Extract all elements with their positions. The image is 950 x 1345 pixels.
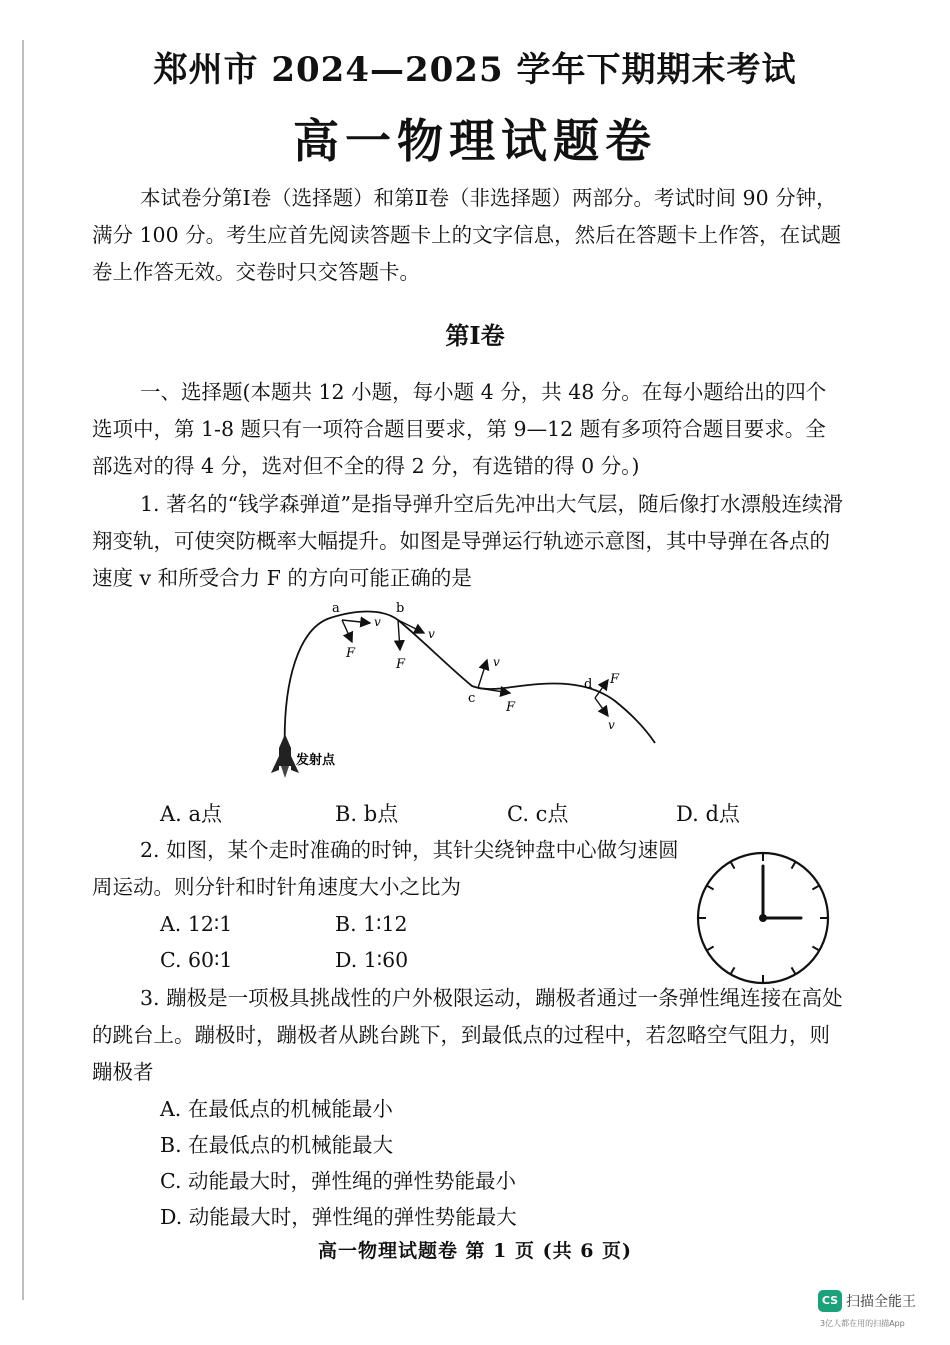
a-v-label: v — [374, 615, 381, 629]
q1-option-d: D. d点 — [676, 802, 740, 826]
paper-title: 高一物理试题卷 — [293, 114, 657, 168]
q1-option-b: B. b点 — [335, 802, 399, 826]
q1-option-c: C. c点 — [507, 802, 569, 826]
b-v-label: v — [428, 627, 435, 641]
trajectory-curve — [285, 612, 655, 757]
missile-trajectory-figure — [250, 598, 670, 793]
c-velocity-arrow — [478, 660, 487, 688]
exam-instructions: 本试卷分第Ⅰ卷（选择题）和第Ⅱ卷（非选择题）两部分。考试时间 90 分钟，满分 100 分。考生应首先阅读答题卡上的文字信息，然后在答题卡上作答，在试题卷上作答无效。交卷时只交答题卡。 — [92, 186, 842, 284]
a-force-arrow — [342, 620, 352, 642]
d-v-label: v — [608, 718, 615, 732]
question-2-stem: 2. 如图，某个走时准确的时钟，其针尖绕钟盘中心做匀速圆周运动。则分针和时针角速度大小之比为 — [92, 838, 679, 899]
point-d-label: d — [584, 677, 593, 692]
q2-option-b: B. 1∶12 — [335, 912, 408, 936]
question-3-stem: 3. 蹦极是一项极具挑战性的户外极限运动，蹦极者通过一条弹性绳连接在高处的跳台上。蹦极时，蹦极者从跳台跳下，到最低点的过程中，若忽略空气阻力，则蹦极者 — [92, 986, 843, 1084]
page-footer: 高一物理试题卷 第 1 页 (共 6 页) — [317, 1240, 633, 1262]
q3-option-c: C. 动能最大时，弹性绳的弹性势能最小 — [160, 1169, 516, 1193]
volume-heading: 第Ⅰ卷 — [445, 321, 505, 350]
q2-option-d: D. 1∶60 — [335, 948, 409, 972]
camscanner-logo-icon: CS — [818, 1290, 842, 1312]
clock-center — [759, 914, 767, 922]
point-a-label: a — [332, 601, 340, 616]
a-f-label: F — [346, 646, 356, 661]
launch-point-label: 发射点 — [296, 753, 336, 768]
point-c-label: c — [468, 691, 476, 706]
scanner-watermark — [818, 1290, 943, 1330]
watermark-app-name: 扫描全能王 — [846, 1294, 916, 1310]
exam-title: 郑州市 2024—2025 学年下期期末考试 — [153, 50, 797, 90]
watermark-tagline: 3亿人都在用的扫描App — [820, 1319, 905, 1328]
point-b-label: b — [396, 601, 405, 616]
d-f-label: F — [610, 672, 620, 687]
q2-option-a: A. 12∶1 — [160, 912, 233, 936]
q3-option-d: D. 动能最大时，弹性绳的弹性势能最大 — [160, 1205, 517, 1229]
b-f-label: F — [396, 657, 406, 672]
question-1-stem: 1. 著名的“钱学森弹道”是指导弹升空后先冲出大气层，随后像打水漂般连续滑翔变轨，可使突防概率大幅提升。如图是导弹运行轨迹示意图，其中导弹在各点的速度 v 和所受合力 F 的方向可能正确的是 — [92, 492, 844, 590]
q2-option-c: C. 60∶1 — [160, 948, 233, 972]
b-force-arrow — [398, 620, 400, 650]
q1-option-a: A. a点 — [160, 802, 223, 826]
q3-option-a: A. 在最低点的机械能最小 — [160, 1097, 393, 1121]
c-v-label: v — [493, 655, 500, 669]
rocket-icon — [271, 734, 299, 778]
d-velocity-arrow — [595, 698, 608, 716]
c-f-label: F — [506, 700, 516, 715]
q3-option-b: B. 在最低点的机械能最大 — [160, 1133, 394, 1157]
a-velocity-arrow — [342, 620, 370, 623]
clock-figure — [693, 848, 833, 988]
section-instructions: 一、选择题(本题共 12 小题，每小题 4 分，共 48 分。在每小题给出的四个选项中，第 1-8 题只有一项符合题目要求，第 9—12 题有多项符合题目要求。全部选对的得 4 分，选对但不全的得 2 分，有选错的得 0 分。) — [92, 380, 827, 478]
binding-margin-line — [22, 40, 24, 1300]
